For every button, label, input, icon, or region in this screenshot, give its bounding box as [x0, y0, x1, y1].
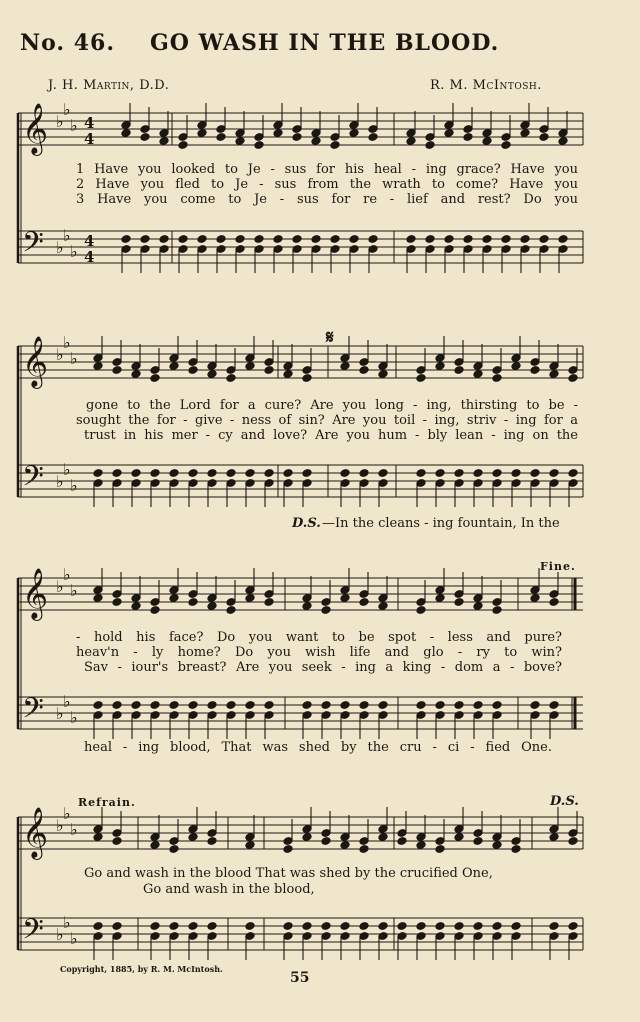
time-sig-top: 4 — [84, 114, 95, 132]
note-head — [416, 841, 426, 850]
flat-icon: ♭ — [56, 472, 64, 491]
note-head — [131, 602, 141, 611]
note-head — [416, 606, 426, 615]
note-head — [482, 137, 492, 146]
note-head — [359, 922, 369, 931]
note-head — [207, 602, 217, 611]
note-head — [349, 129, 359, 138]
note-head — [245, 922, 255, 931]
note-head — [178, 235, 188, 244]
note-head — [435, 701, 445, 710]
note-head — [549, 598, 559, 607]
time-sig-bottom: 4 — [84, 130, 95, 148]
note-head — [406, 235, 416, 244]
note-head — [378, 370, 388, 379]
note-head — [473, 837, 483, 846]
note-head — [169, 469, 179, 478]
note-head — [511, 362, 521, 371]
flat-icon: ♭ — [63, 226, 71, 245]
bass-clef-icon: 𝄢 — [22, 226, 44, 266]
note-head — [197, 235, 207, 244]
flat-icon: ♭ — [63, 804, 71, 823]
ds-label-system2: D.S. — [292, 516, 321, 531]
note-head — [321, 922, 331, 931]
note-head — [169, 701, 179, 710]
note-head — [112, 366, 122, 375]
note-head — [112, 837, 122, 846]
note-head — [435, 845, 445, 854]
note-head — [568, 374, 578, 383]
note-head — [207, 469, 217, 478]
note-head — [530, 366, 540, 375]
note-head — [473, 922, 483, 931]
note-head — [435, 469, 445, 478]
note-head — [549, 370, 559, 379]
note-head — [302, 374, 312, 383]
flat-icon: ♭ — [63, 460, 71, 479]
note-head — [150, 841, 160, 850]
note-head — [235, 235, 245, 244]
note-head — [188, 833, 198, 842]
note-head — [169, 362, 179, 371]
note-head — [311, 235, 321, 244]
note-head — [549, 922, 559, 931]
note-head — [416, 701, 426, 710]
note-head — [245, 701, 255, 710]
flat-icon: ♭ — [70, 708, 78, 727]
note-head — [93, 594, 103, 603]
note-head — [169, 922, 179, 931]
note-head — [321, 606, 331, 615]
note-head — [226, 469, 236, 478]
note-head — [112, 701, 122, 710]
note-head — [283, 370, 293, 379]
note-head — [150, 469, 160, 478]
note-head — [359, 366, 369, 375]
note-head — [530, 469, 540, 478]
flat-icon: ♭ — [70, 820, 78, 839]
note-head — [473, 469, 483, 478]
note-head — [150, 701, 160, 710]
hymn-number: No. 46. — [20, 30, 115, 56]
note-head — [302, 602, 312, 611]
bass-clef-icon: 𝄢 — [22, 460, 44, 500]
note-head — [283, 845, 293, 854]
note-head — [292, 133, 302, 142]
note-head — [93, 922, 103, 931]
note-head — [511, 845, 521, 854]
flat-icon: ♭ — [63, 100, 71, 119]
note-head — [501, 141, 511, 150]
treble-clef-icon: 𝄞 — [22, 336, 49, 387]
flat-icon: ♭ — [70, 929, 78, 948]
lyricist-credit: J. H. Martin, D.D. — [48, 78, 170, 93]
verse-3-line-1: 3 Have you come to Je - sus for re - lief and rest? Do you — [76, 192, 578, 207]
note-head — [245, 362, 255, 371]
note-head — [463, 235, 473, 244]
treble-clef-icon: 𝄞 — [22, 568, 49, 619]
note-head — [435, 362, 445, 371]
note-head — [121, 129, 131, 138]
segno-icon: 𝄋 — [326, 327, 334, 348]
note-head — [226, 701, 236, 710]
note-head — [264, 469, 274, 478]
note-head — [539, 235, 549, 244]
note-head — [444, 129, 454, 138]
note-head — [330, 235, 340, 244]
note-head — [340, 594, 350, 603]
note-head — [254, 235, 264, 244]
note-head — [539, 133, 549, 142]
note-head — [150, 606, 160, 615]
note-head — [302, 469, 312, 478]
note-head — [454, 833, 464, 842]
note-head — [549, 833, 559, 842]
note-head — [112, 922, 122, 931]
note-head — [520, 129, 530, 138]
note-head — [378, 469, 388, 478]
fine-label: Fine. — [540, 560, 576, 573]
treble-clef-icon: 𝄞 — [22, 807, 49, 858]
flat-icon: ♭ — [70, 349, 78, 368]
flat-icon: ♭ — [70, 581, 78, 600]
note-head — [188, 366, 198, 375]
note-head — [340, 841, 350, 850]
note-head — [292, 235, 302, 244]
ds-label-system4: D.S. — [550, 794, 579, 809]
flat-icon: ♭ — [56, 925, 64, 944]
note-head — [568, 469, 578, 478]
note-head — [93, 469, 103, 478]
page-number: 55 — [290, 970, 310, 986]
note-head — [159, 235, 169, 244]
note-head — [207, 701, 217, 710]
flat-icon: ♭ — [70, 116, 78, 135]
flat-icon: ♭ — [56, 345, 64, 364]
composer-credit: R. M. McIntosh. — [430, 78, 542, 93]
note-head — [207, 922, 217, 931]
note-head — [568, 837, 578, 846]
verse-3-line-3: Sav - iour's breast? Are you seek - ing a king - dom a - bove? — [84, 660, 562, 675]
note-head — [273, 235, 283, 244]
treble-clef-icon: 𝄞 — [22, 103, 49, 154]
flat-icon: ♭ — [70, 476, 78, 495]
note-head — [121, 235, 131, 244]
note-head — [245, 469, 255, 478]
verse-2-line-1: 2 Have you fled to Je - sus from the wrath to come? Have you — [76, 177, 578, 192]
note-head — [558, 137, 568, 146]
note-head — [235, 137, 245, 146]
note-head — [349, 235, 359, 244]
note-head — [112, 598, 122, 607]
note-head — [473, 602, 483, 611]
note-head — [226, 606, 236, 615]
flat-icon: ♭ — [63, 913, 71, 932]
note-head — [492, 701, 502, 710]
note-head — [454, 366, 464, 375]
note-head — [169, 594, 179, 603]
note-head — [530, 701, 540, 710]
note-head — [140, 235, 150, 244]
note-head — [188, 922, 198, 931]
note-head — [93, 833, 103, 842]
refrain-lyric-lower: Go and wash in the blood, — [143, 882, 315, 897]
bass-lyric-line: heal - ing blood, That was shed by the cru - ci - fied One. — [84, 740, 552, 755]
note-head — [568, 922, 578, 931]
note-head — [188, 598, 198, 607]
flat-icon: ♭ — [70, 242, 78, 261]
note-head — [131, 701, 141, 710]
note-head — [492, 922, 502, 931]
note-head — [473, 701, 483, 710]
note-head — [283, 469, 293, 478]
note-head — [207, 370, 217, 379]
note-head — [549, 469, 559, 478]
note-head — [416, 374, 426, 383]
note-head — [131, 370, 141, 379]
note-head — [150, 922, 160, 931]
note-head — [492, 841, 502, 850]
flat-icon: ♭ — [63, 692, 71, 711]
note-head — [520, 235, 530, 244]
note-head — [340, 469, 350, 478]
note-head — [359, 598, 369, 607]
bass-clef-icon: 𝄢 — [22, 692, 44, 732]
note-head — [150, 374, 160, 383]
note-head — [207, 837, 217, 846]
note-head — [425, 235, 435, 244]
note-head — [311, 137, 321, 146]
flat-icon: ♭ — [56, 112, 64, 131]
note-head — [188, 469, 198, 478]
verse-1-line-2: gone to the Lord for a cure? Are you long - ing, thirsting to be - — [86, 398, 578, 413]
note-head — [340, 922, 350, 931]
note-head — [416, 922, 426, 931]
note-head — [397, 922, 407, 931]
note-head — [159, 137, 169, 146]
note-head — [492, 374, 502, 383]
note-head — [435, 922, 445, 931]
verse-2-line-3: heav'n - ly home? Do you wish life and glo - ry to win? — [76, 645, 562, 660]
refrain-label: Refrain. — [78, 796, 136, 809]
refrain-lyric-upper: Go and wash in the blood That was shed by the crucified One, — [84, 866, 493, 881]
note-head — [359, 469, 369, 478]
note-head — [368, 235, 378, 244]
note-head — [530, 594, 540, 603]
note-head — [378, 701, 388, 710]
note-head — [368, 133, 378, 142]
flat-icon: ♭ — [63, 333, 71, 352]
flat-icon: ♭ — [56, 577, 64, 596]
note-head — [378, 602, 388, 611]
note-head — [112, 469, 122, 478]
verse-3-line-2: trust in his mer - cy and love? Are you hum - bly lean - ing on the — [84, 428, 578, 443]
bass-clef-icon: 𝄢 — [22, 913, 44, 953]
note-head — [245, 594, 255, 603]
copyright-notice: Copyright, 1885, by R. M. McIntosh. — [60, 964, 223, 974]
note-head — [140, 133, 150, 142]
note-head — [454, 598, 464, 607]
note-head — [216, 235, 226, 244]
note-head — [131, 469, 141, 478]
verse-1-line-3: - hold his face? Do you want to be spot - less and pure? — [76, 630, 562, 645]
note-head — [188, 701, 198, 710]
note-head — [264, 701, 274, 710]
note-head — [454, 922, 464, 931]
note-head — [511, 922, 521, 931]
note-head — [473, 370, 483, 379]
note-head — [93, 701, 103, 710]
note-head — [254, 141, 264, 150]
note-head — [93, 362, 103, 371]
note-head — [330, 141, 340, 150]
time-sig-top: 4 — [84, 232, 95, 250]
note-head — [226, 374, 236, 383]
note-head — [359, 701, 369, 710]
note-head — [321, 837, 331, 846]
note-head — [321, 701, 331, 710]
note-head — [454, 701, 464, 710]
note-head — [463, 133, 473, 142]
note-head — [416, 469, 426, 478]
time-sig-bottom: 4 — [84, 248, 95, 266]
note-head — [340, 362, 350, 371]
note-head — [359, 845, 369, 854]
note-head — [397, 837, 407, 846]
note-head — [558, 235, 568, 244]
note-head — [302, 922, 312, 931]
note-head — [454, 469, 464, 478]
note-head — [492, 469, 502, 478]
note-head — [197, 129, 207, 138]
note-head — [216, 133, 226, 142]
note-head — [425, 141, 435, 150]
verse-2-line-2: sought the for - give - ness of sin? Are you toil - ing, striv - ing for a — [76, 413, 578, 428]
note-head — [273, 129, 283, 138]
note-head — [444, 235, 454, 244]
flat-icon: ♭ — [56, 238, 64, 257]
note-head — [340, 701, 350, 710]
note-head — [264, 366, 274, 375]
flat-icon: ♭ — [63, 565, 71, 584]
note-head — [406, 137, 416, 146]
note-head — [549, 701, 559, 710]
ds-lyric: —In the cleans - ing fountain, In the — [322, 516, 560, 531]
note-head — [169, 845, 179, 854]
flat-icon: ♭ — [56, 816, 64, 835]
note-head — [302, 701, 312, 710]
note-head — [511, 469, 521, 478]
note-head — [492, 606, 502, 615]
note-head — [501, 235, 511, 244]
note-head — [178, 141, 188, 150]
verse-1-line-1: 1 Have you looked to Je - sus for his heal - ing grace? Have you — [76, 162, 578, 177]
note-head — [378, 922, 388, 931]
note-head — [283, 922, 293, 931]
note-head — [245, 841, 255, 850]
note-head — [264, 598, 274, 607]
note-head — [435, 594, 445, 603]
note-head — [302, 833, 312, 842]
hymn-title: GO WASH IN THE BLOOD. — [150, 30, 500, 56]
note-head — [378, 833, 388, 842]
note-head — [482, 235, 492, 244]
flat-icon: ♭ — [56, 704, 64, 723]
